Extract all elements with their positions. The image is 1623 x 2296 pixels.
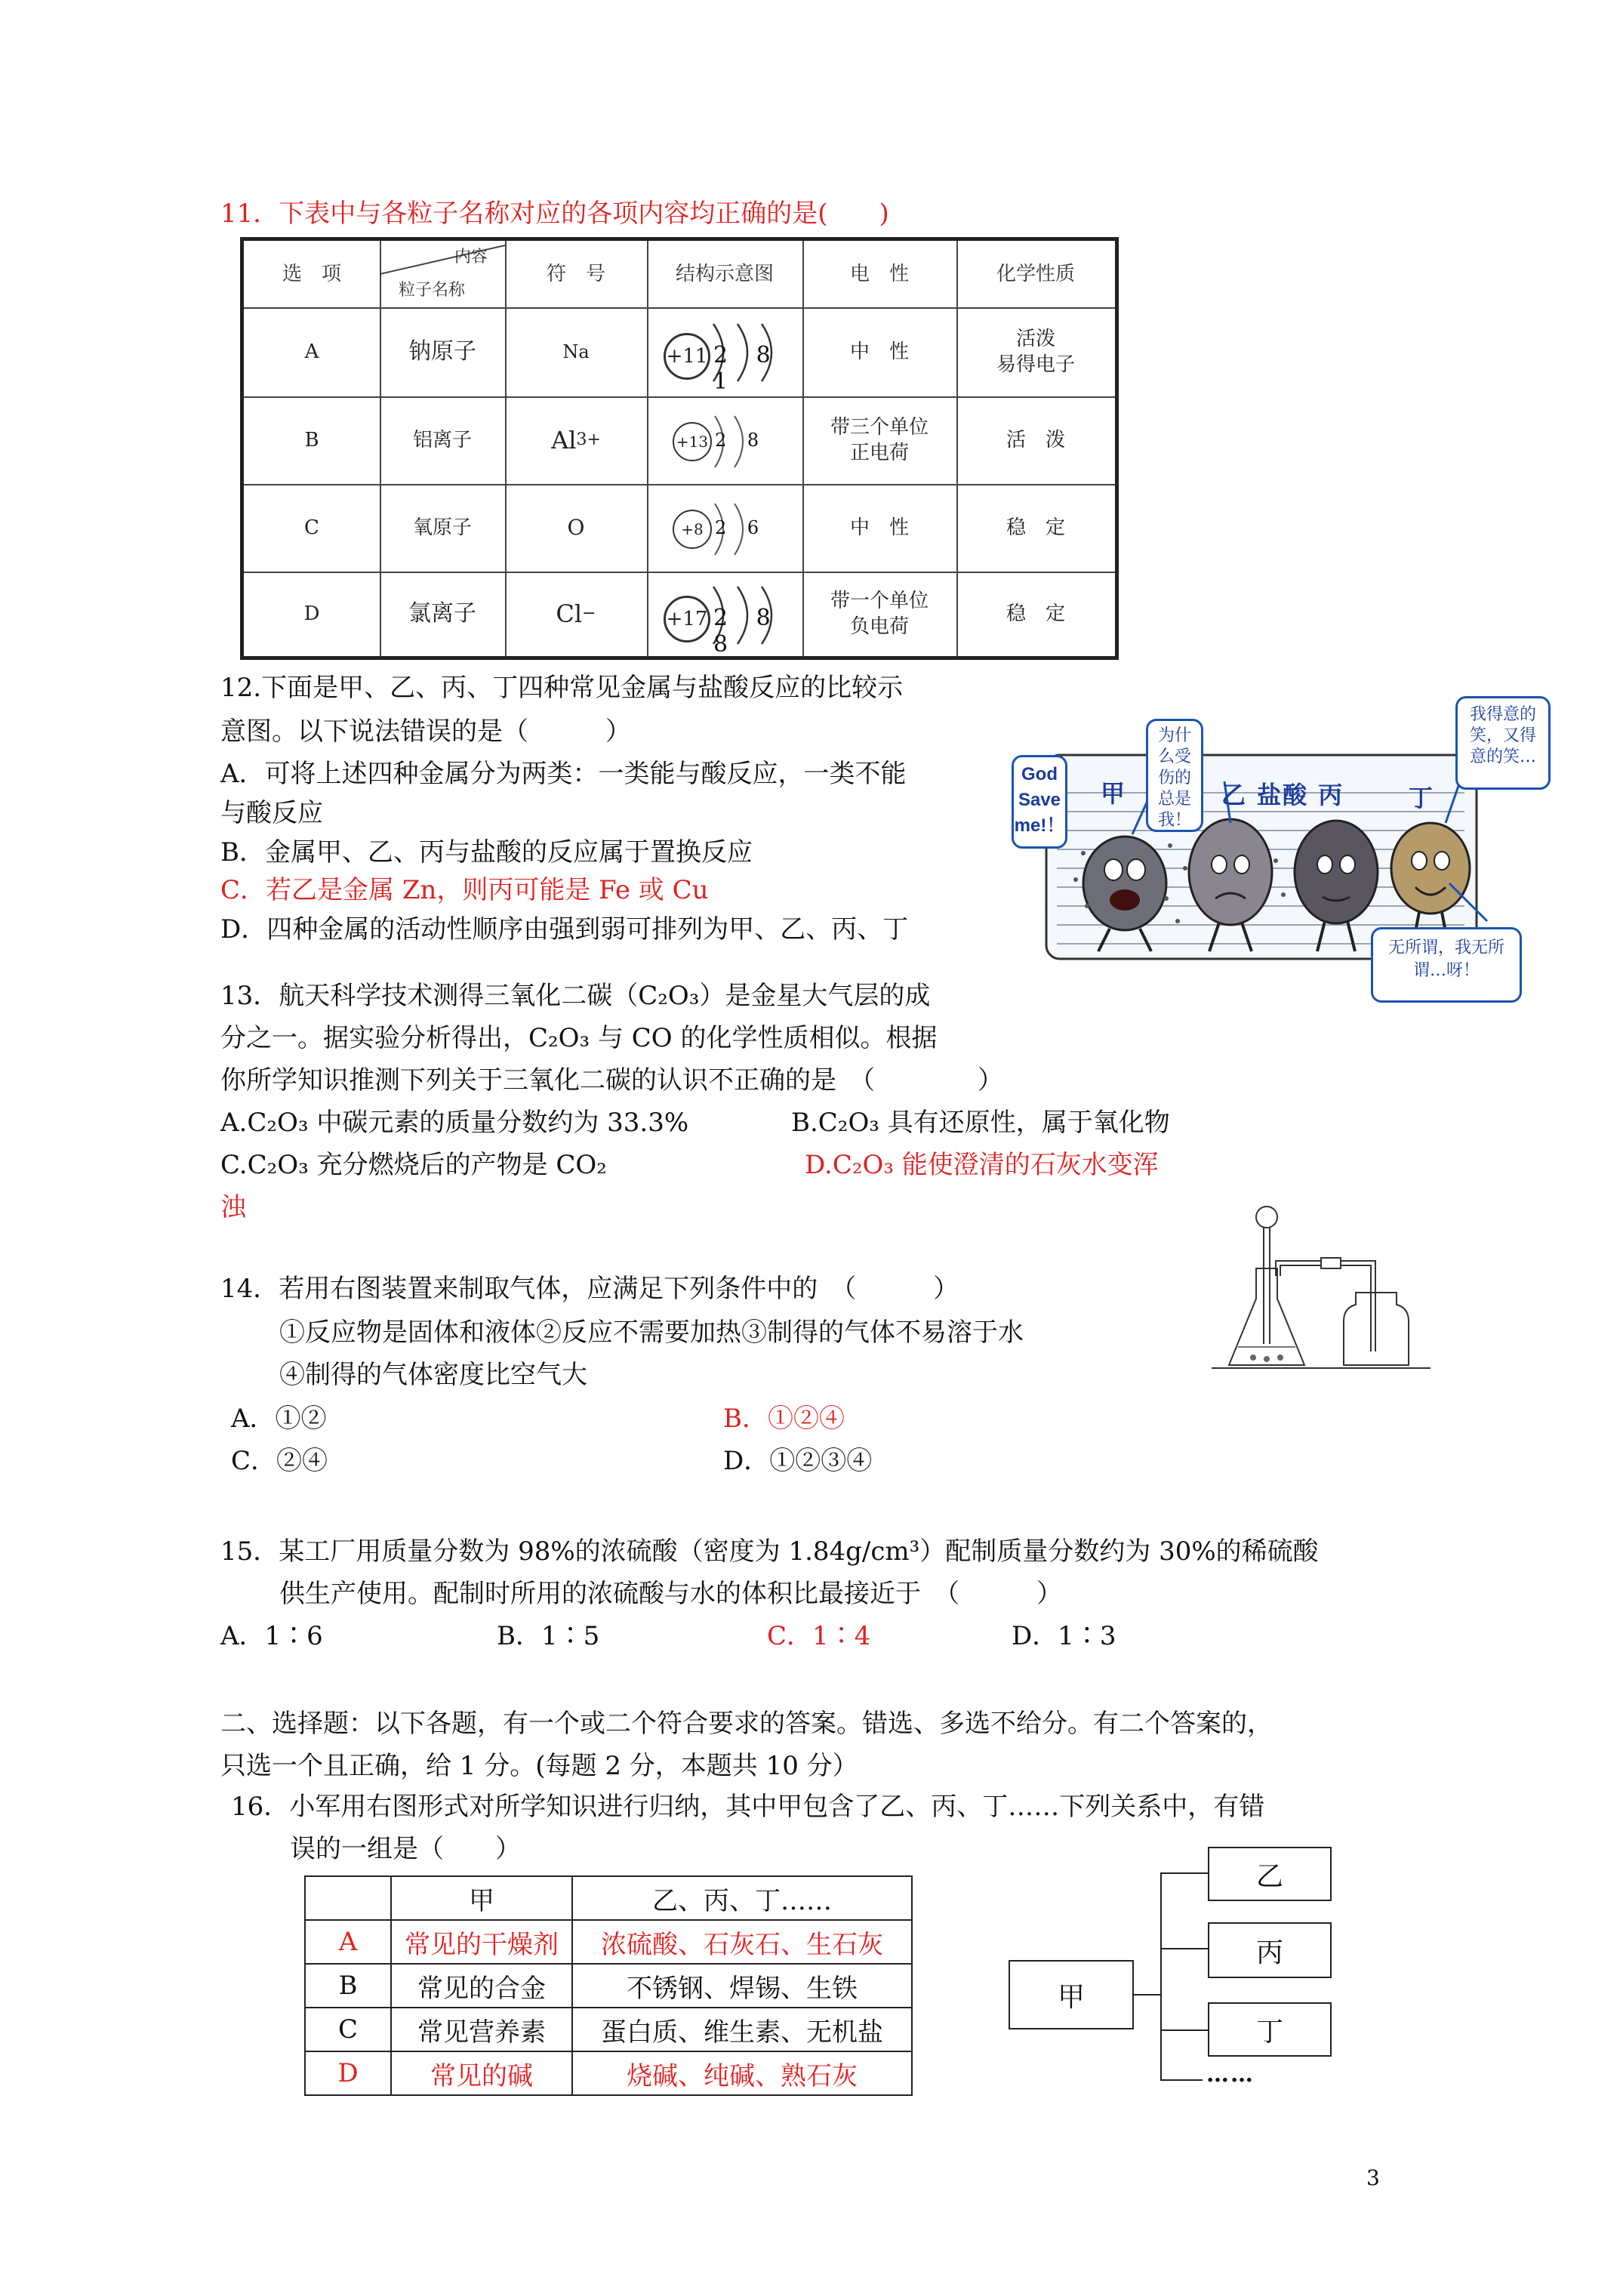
q14-condition-line2: ④制得的气体密度比空气大 (279, 1360, 587, 1390)
section2-instructions-line2: 只选一个且正确，给 1 分。(每题 2 分，本题共 10 分） (220, 1751, 858, 1781)
q13-option-d-line1: D.C₂O₃ 能使澄清的石灰水变浑 (805, 1150, 1159, 1180)
q13-stem-line3: 你所学知识推测下列关于三氧化二碳的认识不正确的是 （ ） (220, 1065, 1003, 1096)
q14-option-c: C．②④ (231, 1446, 328, 1476)
q14-option-d: D．①②③④ (723, 1446, 873, 1476)
row-d-charge: 带一个单位 负电荷 (830, 590, 929, 638)
row-d-atom-diagram: +17 2 8 8 (661, 582, 796, 649)
tree-child-bing: 丙 (1208, 1922, 1332, 1978)
tree-root-jia: 甲 (1009, 1960, 1134, 2029)
q13-stem-line1: 13．航天科学技术测得三氧化二碳（C₂O₃）是金星大气层的成 (220, 981, 931, 1011)
metals-acid-cartoon (1012, 680, 1555, 1019)
q15-option-d: D．1∶3 (1012, 1621, 1116, 1651)
row-c-charge: 中 性 (849, 516, 909, 539)
tree-connector (1134, 1994, 1161, 1996)
header-particle-name: 粒子名称 (398, 281, 465, 300)
tree-branch-more (1160, 2079, 1203, 2081)
row-c-property: 稳 定 (1006, 516, 1065, 539)
bubble-dont-care: 无所谓，我无所谓…呀！ (1371, 927, 1522, 1003)
q15-option-a: A．1∶6 (220, 1621, 323, 1651)
particle-table (240, 237, 1119, 660)
tree-branch-ding (1160, 2029, 1209, 2031)
row-b-atom-diagram: +13 2 8 (671, 411, 792, 472)
header-charge: 电 性 (849, 263, 909, 285)
q12-stem-line1: 12.下面是甲、乙、丙、丁四种常见金属与盐酸反应的比较示 (220, 673, 904, 703)
tree-branch-bing (1160, 1948, 1209, 1949)
bubble-god-save-me: God Save me!！ (1012, 755, 1067, 849)
q12-option-a-line1: A．可将上述四种金属分为两类：一类能与酸反应，一类不能 (220, 759, 907, 789)
tree-child-ding: 丁 (1208, 2002, 1332, 2057)
tree-child-yi: 乙 (1208, 1847, 1332, 1901)
q14-condition-line1: ①反应物是固体和液体②反应不需要加热③制得的气体不易溶于水 (279, 1318, 1024, 1348)
label-ding: 丁 (1409, 784, 1434, 812)
q16-stem-line1: 16．小军用右图形式对所学知识进行归纳，其中甲包含了乙、丙、丁……下列关系中，有错 (231, 1792, 1265, 1822)
table-row: C 常见营养素 蛋白质、维生素、无机盐 (305, 2008, 912, 2051)
q15-stem-line2: 供生产使用。配制时所用的浓硫酸与水的体积比最接近于 （ ） (279, 1579, 1062, 1609)
q15-stem-line1: 15．某工厂用质量分数为 98%的浓硫酸（密度为 1.84g/cm³）配制质量分数约为 30%的稀硫酸 (220, 1536, 1319, 1567)
row-b-symbol: Al 3+ (551, 426, 601, 455)
row-a-option: A (304, 341, 319, 363)
gas-apparatus-illustration (1208, 1193, 1434, 1382)
q15-option-c: C．1∶4 (767, 1621, 871, 1651)
table-row: A 常见的干燥剂 浓硫酸、石灰石、生石灰 (305, 1920, 912, 1964)
tree-branch-yi (1160, 1872, 1209, 1874)
row-a-charge: 中 性 (849, 341, 909, 363)
row-c-option: C (304, 516, 319, 539)
table-row: D 常见的碱 烧碱、纯碱、熟石灰 (305, 2051, 912, 2095)
label-jia: 甲 (1101, 779, 1126, 808)
tree-trunk (1160, 1872, 1162, 2081)
q14-option-b: B．①②④ (723, 1404, 845, 1434)
q13-option-a: A.C₂O₃ 中碳元素的质量分数约为 33.3% (220, 1108, 689, 1138)
q12-option-a-line2: 与酸反应 (220, 798, 323, 828)
row-d-symbol: Cl − (556, 599, 596, 628)
row-c-atom-diagram: +8 2 6 (671, 499, 792, 559)
section2-instructions-line1: 二、选择题：以下各题，有一个或二个符合要求的答案。错选、多选不给分。有二个答案的， (220, 1709, 1273, 1739)
row-a-name: 钠原子 (408, 338, 476, 365)
header-option: 选 项 (282, 263, 341, 285)
header-symbol: 符 号 (546, 263, 605, 285)
label-yi-acid-bing: 乙 盐酸 丙 (1221, 781, 1344, 809)
row-a-property: 活泼 易得电子 (996, 328, 1075, 376)
row-d-name: 氯离子 (408, 600, 476, 627)
row-b-name: 铝离子 (412, 429, 472, 451)
q12-option-c: C．若乙是金属 Zn，则丙可能是 Fe 或 Cu (220, 875, 709, 905)
page-number: 3 (1366, 2165, 1380, 2190)
row-c-name: 氧原子 (412, 516, 472, 539)
row-a-symbol: Na (562, 341, 590, 362)
q16-stem-line2: 误的一组是（ ） (290, 1834, 521, 1864)
row-b-property: 活 泼 (1006, 429, 1065, 451)
q11-stem: 11．下表中与各粒子名称对应的各项内容均正确的是( ) (220, 199, 889, 229)
bubble-proud-laugh: 我得意的笑，又得意的笑… (1455, 696, 1551, 790)
header-structure: 结构示意图 (675, 263, 774, 285)
q14-option-a: A．①② (231, 1404, 327, 1434)
q12-option-b: B．金属甲、乙、丙与盐酸的反应属于置换反应 (220, 837, 753, 868)
row-d-property: 稳 定 (1006, 603, 1065, 625)
q14-stem: 14．若用右图装置来制取气体，应满足下列条件中的 （ ） (220, 1274, 959, 1304)
row-d-option: D (303, 603, 320, 625)
q16-table (304, 1875, 913, 2096)
q13-option-b: B.C₂O₃ 具有还原性，属于氧化物 (791, 1108, 1170, 1138)
row-a-atom-diagram: +11 2 8 1 (661, 319, 796, 386)
row-b-charge: 带三个单位 正电荷 (830, 416, 929, 464)
q13-option-c: C.C₂O₃ 充分燃烧后的产物是 CO₂ (220, 1150, 607, 1180)
header-property: 化学性质 (996, 263, 1075, 285)
table-row: 甲 乙、丙、丁…… (305, 1876, 912, 1920)
q13-stem-line2: 分之一。据实验分析得出，C₂O₃ 与 CO 的化学性质相似。根据 (220, 1023, 938, 1053)
tree-more: …… (1206, 2061, 1255, 2088)
table-row: B 常见的合金 不锈钢、焊锡、生铁 (305, 1964, 912, 2008)
q12-stem-line2: 意图。以下说法错误的是（ ） (220, 717, 631, 747)
row-c-symbol: O (567, 515, 585, 540)
q13-option-d-line2: 浊 (220, 1192, 246, 1222)
row-b-option: B (304, 429, 319, 451)
q15-option-b: B．1∶5 (497, 1621, 600, 1651)
header-content: 内容 (454, 248, 488, 267)
bubble-why-me: 为什么受伤的总是我！ (1146, 719, 1203, 832)
q12-option-d: D．四种金属的活动性顺序由强到弱可排列为甲、乙、丙、丁 (220, 914, 909, 945)
